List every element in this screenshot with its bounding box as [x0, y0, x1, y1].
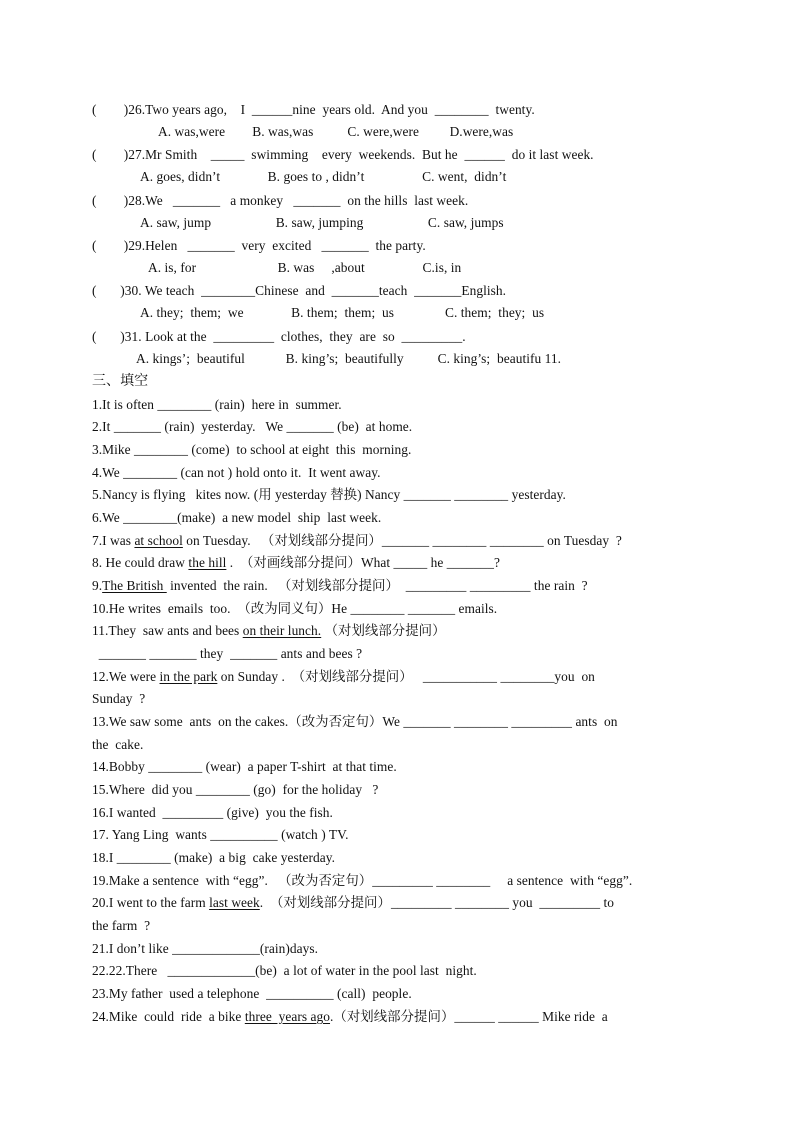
- fill-line: 21.I don’t like _____________(rain)days.: [92, 941, 319, 956]
- fill-line: Sunday ?: [92, 691, 146, 706]
- fill-line: 15.Where did you ________ (go) for the holiday ?: [92, 782, 379, 797]
- fill-line: 14.Bobby ________ (wear) a paper T-shirt at that time.: [92, 759, 397, 774]
- fill-line: the farm ?: [92, 918, 151, 933]
- fill-line: the cake.: [92, 737, 144, 752]
- fill-line: 24.Mike could ride a bike three years ago.（对划线部分提问）______ ______ Mike ride a: [92, 1009, 608, 1024]
- fill-line: 20.I went to the farm last week. （对划线部分提问）_________ ________ you _________ to: [92, 895, 615, 910]
- fill-line: 13.We saw some ants on the cakes.（改为否定句）We _______ ________ _________ ants on: [92, 714, 618, 729]
- fill-line: 10.He writes emails too. （改为同义句）He ________ _______ emails.: [92, 601, 498, 616]
- section-title: 三、填空: [92, 373, 149, 389]
- fill-line: 2.It _______ (rain) yesterday. We _______ (be) at home.: [92, 419, 413, 434]
- mc-question-27: ( )27.Mr Smith _____ swimming every weekends. But he ______ do it last week.: [92, 147, 594, 162]
- mc-question-30: ( )30. We teach ________Chinese and _______teach _______English.: [92, 283, 507, 298]
- mc-options-30: A. they; them; we B. them; them; us C. them; they; us: [140, 305, 545, 320]
- fill-line: 11.They saw ants and bees on their lunch. （对划线部分提问）: [92, 623, 446, 638]
- mc-options-31: A. kings’; beautiful B. king’s; beautifully C. king’s; beautifu 11.: [136, 351, 562, 366]
- fill-line: _______ _______ they _______ ants and bees ?: [92, 646, 363, 661]
- fill-line: 12.We were in the park on Sunday . （对划线部分提问） ___________ ________you on: [92, 669, 595, 684]
- fill-line: 19.Make a sentence with “egg”. （改为否定句）_________ ________ a sentence with “egg”.: [92, 873, 633, 888]
- fill-line: 18.I ________ (make) a big cake yesterday.: [92, 850, 336, 865]
- mc-options-28: A. saw, jump B. saw, jumping C. saw, jumps: [140, 215, 504, 230]
- fill-line: 1.It is often ________ (rain) here in summer.: [92, 397, 342, 412]
- fill-line: 8. He could draw the hill . （对画线部分提问）What _____ he _______?: [92, 555, 501, 570]
- fill-line: 23.My father used a telephone __________ (call) people.: [92, 986, 412, 1001]
- fill-line: 6.We ________(make) a new model ship last week.: [92, 510, 382, 525]
- fill-line: 5.Nancy is flying kites now. (用 yesterday 替换) Nancy _______ ________ yesterday.: [92, 487, 566, 502]
- mc-question-28: ( )28.We _______ a monkey _______ on the hills last week.: [92, 193, 469, 208]
- mc-options-27: A. goes, didn’t B. goes to , didn’t C. went, didn’t: [140, 169, 507, 184]
- fill-line: 3.Mike ________ (come) to school at eight this morning.: [92, 442, 412, 457]
- fill-line: 16.I wanted _________ (give) you the fish.: [92, 805, 333, 820]
- mc-question-29: ( )29.Helen _______ very excited _______ the party.: [92, 238, 426, 253]
- fill-line: 4.We ________ (can not ) hold onto it. It went away.: [92, 465, 381, 480]
- fill-line: 9.The British invented the rain. （对划线部分提问） _________ _________ the rain ?: [92, 578, 588, 593]
- fill-line: 22.22.There _____________(be) a lot of water in the pool last night.: [92, 963, 477, 978]
- mc-question-31: ( )31. Look at the _________ clothes, they are so _________.: [92, 329, 466, 344]
- mc-question-26: ( )26.Two years ago, I ______nine years old. And you ________ twenty.: [92, 102, 535, 117]
- mc-options-29: A. is, for B. was ,about C.is, in: [148, 260, 462, 275]
- mc-options-26: A. was,were B. was,was C. were,were D.were,was: [158, 124, 514, 139]
- fill-line: 17. Yang Ling wants __________ (watch ) TV.: [92, 827, 349, 842]
- fill-line: 7.I was at school on Tuesday. （对划线部分提问）_______ ________ ________ on Tuesday ?: [92, 533, 622, 548]
